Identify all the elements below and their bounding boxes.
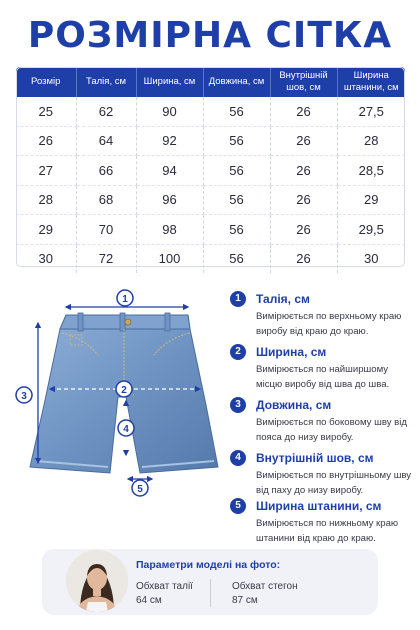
marker-1 bbox=[117, 290, 133, 306]
denim-shorts-illustration bbox=[0, 285, 230, 505]
table-cell: 56 bbox=[203, 244, 270, 273]
table-cell: 56 bbox=[203, 185, 270, 215]
table-cell: 25 bbox=[16, 97, 76, 126]
marker-4-label: 4 bbox=[123, 424, 129, 435]
waist-value: 64 см bbox=[136, 595, 162, 606]
legend-title: Внутрішній шов, см bbox=[256, 451, 374, 465]
header-inseam: Внутрішній шов, см bbox=[270, 67, 337, 97]
table-row bbox=[16, 126, 405, 156]
table-cell: 26 bbox=[270, 97, 337, 126]
header-size: Розмір bbox=[16, 67, 76, 97]
legend-number: 2 bbox=[230, 344, 246, 360]
table-cell: 72 bbox=[76, 244, 136, 273]
table-cell: 94 bbox=[136, 156, 203, 186]
model-parameters-title: Параметри моделі на фото: bbox=[136, 559, 281, 571]
model-avatar bbox=[66, 550, 128, 612]
legend-number: 4 bbox=[230, 450, 246, 466]
table-cell: 56 bbox=[203, 126, 270, 156]
table-cell: 28 bbox=[16, 185, 76, 215]
header-waist: Талія, см bbox=[76, 67, 136, 97]
legend-description: Вимірюється по найширшому місцю виробу від шва до шва. bbox=[256, 364, 390, 390]
table-cell: 26 bbox=[16, 126, 76, 156]
table-cell: 28,5 bbox=[337, 156, 405, 186]
table-cell: 30 bbox=[16, 244, 76, 273]
marker-2-label: 2 bbox=[121, 385, 127, 396]
hips-value: 87 см bbox=[232, 595, 258, 606]
header-width: Ширина, см bbox=[136, 67, 203, 97]
header-length: Довжина, см bbox=[203, 67, 270, 97]
table-cell: 26 bbox=[270, 244, 337, 273]
table-cell: 28 bbox=[337, 126, 405, 156]
table-cell: 98 bbox=[136, 215, 203, 245]
table-row bbox=[16, 215, 405, 245]
waist-label: Обхват талії bbox=[136, 581, 193, 592]
table-cell: 68 bbox=[76, 185, 136, 215]
page-title: РОЗМІРНА СІТКА bbox=[27, 15, 393, 56]
marker-4 bbox=[118, 420, 134, 436]
model-parameters-card bbox=[42, 549, 378, 615]
legend-number: 5 bbox=[230, 498, 246, 514]
table-cell: 27,5 bbox=[337, 97, 405, 126]
legend-description: Вимірюється по нижньому краю штанини від краю до краю. bbox=[256, 518, 399, 544]
legend-title: Довжина, см bbox=[256, 398, 332, 412]
table-cell: 62 bbox=[76, 97, 136, 126]
marker-5-label: 5 bbox=[137, 484, 143, 495]
table-row bbox=[16, 97, 405, 126]
table-cell: 56 bbox=[203, 156, 270, 186]
legend-number: 3 bbox=[230, 397, 246, 413]
marker-3 bbox=[16, 387, 32, 403]
legend-number: 1 bbox=[230, 291, 246, 307]
param-divider bbox=[210, 579, 211, 607]
legend-description: Вимірюється по верхньому краю виробу від краю до краю. bbox=[256, 311, 402, 337]
header-leg-width: Ширина штанини, см bbox=[337, 67, 405, 97]
table-cell: 29,5 bbox=[337, 215, 405, 245]
table-cell: 29 bbox=[337, 185, 405, 215]
table-cell: 29 bbox=[16, 215, 76, 245]
table-cell: 66 bbox=[76, 156, 136, 186]
table-cell: 70 bbox=[76, 215, 136, 245]
shorts-diagram bbox=[0, 285, 230, 505]
table-cell: 26 bbox=[270, 185, 337, 215]
marker-5 bbox=[132, 480, 148, 496]
table-cell: 56 bbox=[203, 215, 270, 245]
table-cell: 26 bbox=[270, 126, 337, 156]
table-row bbox=[16, 156, 405, 186]
table-cell: 26 bbox=[270, 215, 337, 245]
marker-1-label: 1 bbox=[122, 294, 128, 305]
table-row bbox=[16, 244, 405, 273]
table-cell: 96 bbox=[136, 185, 203, 215]
hips-label: Обхват стегон bbox=[232, 581, 298, 592]
table-cell: 64 bbox=[76, 126, 136, 156]
table-cell: 27 bbox=[16, 156, 76, 186]
table-cell: 30 bbox=[364, 251, 379, 267]
table-cell: 92 bbox=[136, 126, 203, 156]
legend-description: Вимірюється по внутрішньому шву від паху до низу виробу. bbox=[256, 470, 412, 496]
legend-title: Ширина штанини, см bbox=[256, 499, 382, 513]
marker-3-label: 3 bbox=[21, 391, 27, 402]
table-cell: 100 bbox=[136, 244, 203, 273]
table-cell: 56 bbox=[203, 97, 270, 126]
marker-2 bbox=[116, 381, 132, 397]
size-table-header bbox=[16, 67, 405, 97]
size-table bbox=[16, 67, 405, 273]
legend-description: Вимірюється по боковому шву від пояса до низу виробу. bbox=[256, 417, 407, 443]
legend-title: Ширина, см bbox=[256, 345, 327, 359]
table-cell: 26 bbox=[270, 156, 337, 186]
table-row bbox=[16, 185, 405, 215]
legend-title: Талія, см bbox=[256, 292, 310, 306]
table-cell: 90 bbox=[136, 97, 203, 126]
